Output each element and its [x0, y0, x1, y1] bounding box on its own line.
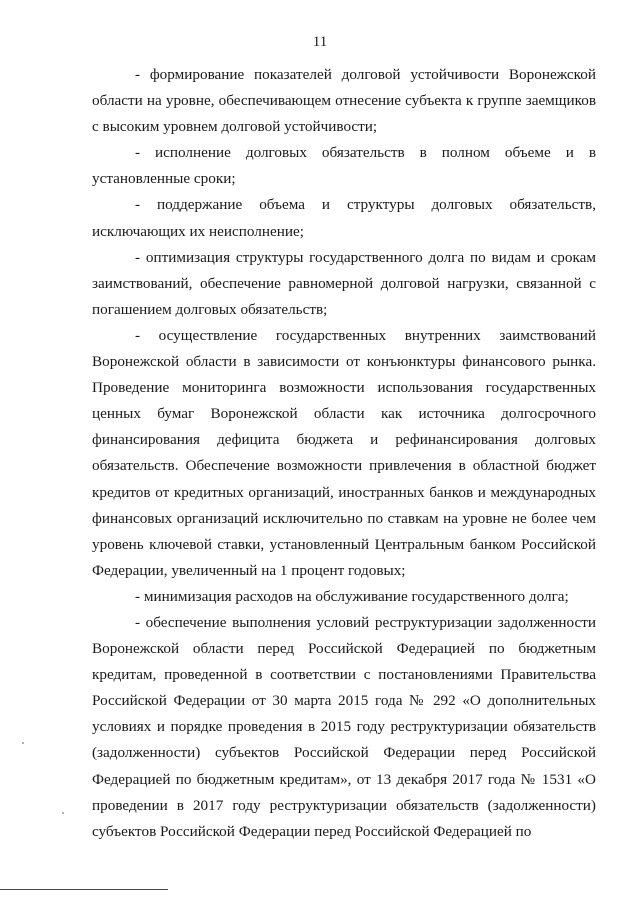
- paragraph-obligations-execution: - исполнение долговых обязательств в полном объеме и в установленные сроки;: [92, 144, 596, 188]
- paragraph-debt-optimization: - оптимизация структуры государственного долга по видам и срокам заимствований, обеспечение равномерной долговой нагрузки, связанной с погашением долговых обязательств;: [92, 248, 596, 318]
- page-number: 11: [312, 34, 328, 50]
- paragraph-debt-sustainability: - формирование показателей долговой устойчивости Воронежской области на уровне, обеспечивающем отнесение субъекта к группе заемщиков с высоким уровнем долговой устойчивости;: [92, 66, 596, 136]
- paragraph-debt-structure: - поддержание объема и структуры долговых обязательств, исключающих их неисполнение;: [92, 196, 596, 240]
- paragraph-borrowings: - осуществление государственных внутренних заимствований Воронежской области в зависимости от конъюнктуры финансового рынка. Проведение мониторинга возможности использования государственных ценных бумаг Воронежской области как источника долгосрочного финансирования дефицита бюджета и рефинансирования долговых обязательств. Обеспечение возможности привлечения в областной бюджет кредитов от кредитных организаций, иностранных банков и международных финансовых организаций исключительно по ставкам на уровне не более чем уровень ключевой ставки, установленный Центральным банком Российской Федерации, увеличенный на 1 процент годовых;: [92, 326, 596, 579]
- scan-speck: [62, 812, 64, 814]
- footer-rule: [0, 889, 168, 890]
- paragraph-cost-minimization: - минимизация расходов на обслуживание государственного долга;: [135, 587, 569, 605]
- scan-speck: [22, 742, 24, 744]
- paragraph-restructuring: - обеспечение выполнения условий реструктуризации задолженности Воронежской области перед Российской Федерацией по бюджетным кредитам, проведенной в соответствии с постановлениями Правительства Российской Федерации от 30 марта 2015 года № 292 «О дополнительных условиях и порядке проведения в 2015 году реструктуризации обязательств (задолженности) субъектов Российской Федерации перед Российской Федерацией по бюджетным кредитам», от 13 декабря 2017 года № 1531 «О проведении в 2017 году реструктуризации обязательств (задолженности) субъектов Российской Федерации перед Российской Федерацией по: [92, 613, 596, 840]
- document-body: [92, 62, 596, 845]
